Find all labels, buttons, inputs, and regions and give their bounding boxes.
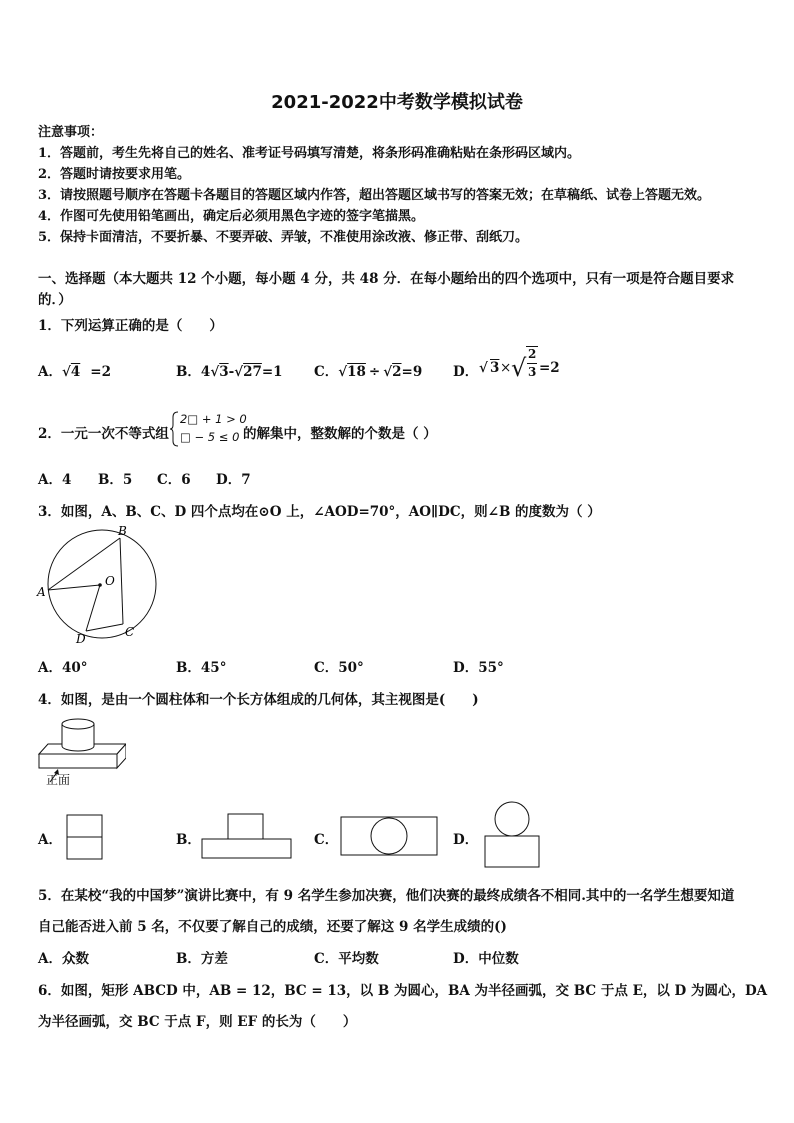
option-label: B．4 <box>176 364 211 380</box>
option-rest: =1 <box>261 364 283 380</box>
q4-option-a-label: A． <box>38 832 62 848</box>
note-item: 4．作图可先使用铅笔画出，确定后必须用黑色字迹的签字笔描黑。 <box>38 209 425 224</box>
radicand: 18 <box>347 364 366 380</box>
fraction-numerator: 2 <box>528 347 537 361</box>
segment-od <box>86 585 100 631</box>
q3-option-b: B．45° <box>176 660 227 676</box>
q1-stem: 1．下列运算正确的是（ ） <box>38 318 223 334</box>
sqrt-symbol: √ <box>210 364 220 380</box>
inequality-1: 2□ + 1 > 0 <box>180 412 247 426</box>
q2-option-b: B．5 <box>98 472 133 488</box>
q4-stem: 4．如图，是由一个圆柱体和一个长方体组成的几何体，其主视图是( ) <box>38 692 479 708</box>
option-rest: =9 <box>401 364 423 380</box>
option-rest: =2 <box>90 364 111 380</box>
note-item: 2．答题时请按要求用笔。 <box>38 167 191 182</box>
segment-dc <box>86 624 123 631</box>
label-b: B <box>118 524 127 538</box>
inequality-2: □ − 5 ≤ 0 <box>180 430 240 444</box>
circle-o <box>48 530 156 638</box>
option-label: C． <box>314 364 339 380</box>
page-title: 2021-2022中考数学模拟试卷 <box>271 92 523 113</box>
q4-option-d-label: D． <box>453 832 479 848</box>
sqrt-symbol: √ <box>383 364 393 380</box>
q3-option-d: D．55° <box>453 660 504 676</box>
label-a: A <box>37 585 46 599</box>
q3-stem: 3．如图，A、B、C、D 四个点均在⊙O 上，∠AOD=70°，AO∥DC，则∠B 的度数为（ ） <box>38 504 601 520</box>
q5-option-a: A．众数 <box>38 951 89 967</box>
q5-option-c: C．平均数 <box>314 951 379 967</box>
q5-stem-line2: 自己能否进入前 5 名，不仅要了解自己的成绩，还要了解这 9 名学生成绩的() <box>38 919 507 935</box>
q2-option-d: D．7 <box>216 472 251 488</box>
left-brace-icon <box>170 411 180 447</box>
radicand: 4 <box>70 364 81 380</box>
q1-option-a <box>38 360 111 380</box>
sqrt-symbol: √ <box>338 364 348 380</box>
q2-option-c: C．6 <box>157 472 191 488</box>
q1-option-b <box>176 360 283 380</box>
section-heading-line2: 的．） <box>38 292 72 308</box>
q3-option-a: A．40° <box>38 660 88 676</box>
q2-inequality-system <box>170 411 247 447</box>
segment-bc <box>120 538 123 624</box>
sqrt-symbol: √ <box>234 364 244 380</box>
notes-heading: 注意事项： <box>38 125 104 140</box>
radicand: 3 <box>219 364 229 380</box>
q1-option-c <box>314 360 422 380</box>
operator: × <box>500 360 512 376</box>
fraction-denominator: 3 <box>528 365 537 379</box>
q6-stem-line1: 6．如图，矩形 ABCD 中，AB = 12，BC = 13，以 B 为圆心，BA 为半径画弧，交 BC 于点 E，以 D 为圆心，DA <box>38 983 768 999</box>
q5-option-d: D．中位数 <box>453 951 519 967</box>
note-item: 5．保持卡面清洁，不要折暴、不要弄破、弄皱，不准使用涂改液、修正带、刮纸刀。 <box>38 230 529 245</box>
segment-ao <box>48 585 100 590</box>
q4-option-d-figure <box>483 801 541 869</box>
sqrt-symbol: √ <box>479 360 488 376</box>
q2-option-a: A．4 <box>38 472 72 488</box>
q4-option-a-figure <box>66 814 104 862</box>
note-item: 3．请按照题号顺序在答题卡各题目的答题区域内作答，超出答题区域书写的答案无效；在草稿纸、试卷上答题无效。 <box>38 188 711 203</box>
label-c: C <box>125 625 135 639</box>
label-o: O <box>105 574 115 588</box>
q5-stem-line1: 5．在某校“我的中国梦”演讲比赛中，有 9 名学生参加决赛，他们决赛的最终成绩各不相同.其中的一名学生想要知道 <box>38 888 735 904</box>
center-point <box>98 583 102 587</box>
radicand: 3 <box>490 360 500 376</box>
q2-pre: 2．一元一次不等式组 <box>38 426 169 442</box>
q4-option-b-figure <box>201 813 293 861</box>
option-label: D． <box>453 364 479 380</box>
q6-stem-line2: 为半径画弧，交 BC 于点 F，则 EF 的长为（ ） <box>38 1014 357 1030</box>
q4-option-c-label: C． <box>314 832 339 848</box>
note-item: 1．答题前，考生先将自己的姓名、准考证号码填写清楚，将条形码准确粘贴在条形码区域内。 <box>38 146 581 161</box>
operator: - <box>228 364 235 380</box>
radicand: 2 <box>392 364 402 380</box>
radicand: 27 <box>243 364 262 380</box>
option-rest: =2 <box>539 360 560 376</box>
section-heading-line1: 一、选择题（本大题共 12 个小题，每小题 4 分，共 48 分．在每小题给出的四个选项中，只有一项是符合题目要求 <box>38 271 735 287</box>
front-view-label: 正面 <box>46 773 71 787</box>
fraction-bar <box>527 363 537 364</box>
option-label: A． <box>38 364 62 380</box>
q3-option-c: C．50° <box>314 660 364 676</box>
q4-option-c-figure <box>340 816 440 858</box>
q2-post: 的解集中，整数解的个数是（ ） <box>243 426 437 442</box>
sqrt-symbol: √ <box>61 364 71 380</box>
q5-option-b: B．方差 <box>176 951 228 967</box>
sqrt-symbol: √ <box>511 354 527 382</box>
operator: ÷ <box>368 364 381 380</box>
label-d: D <box>76 632 86 646</box>
q4-option-b-label: B． <box>176 832 201 848</box>
q3-circle-figure <box>34 522 164 648</box>
